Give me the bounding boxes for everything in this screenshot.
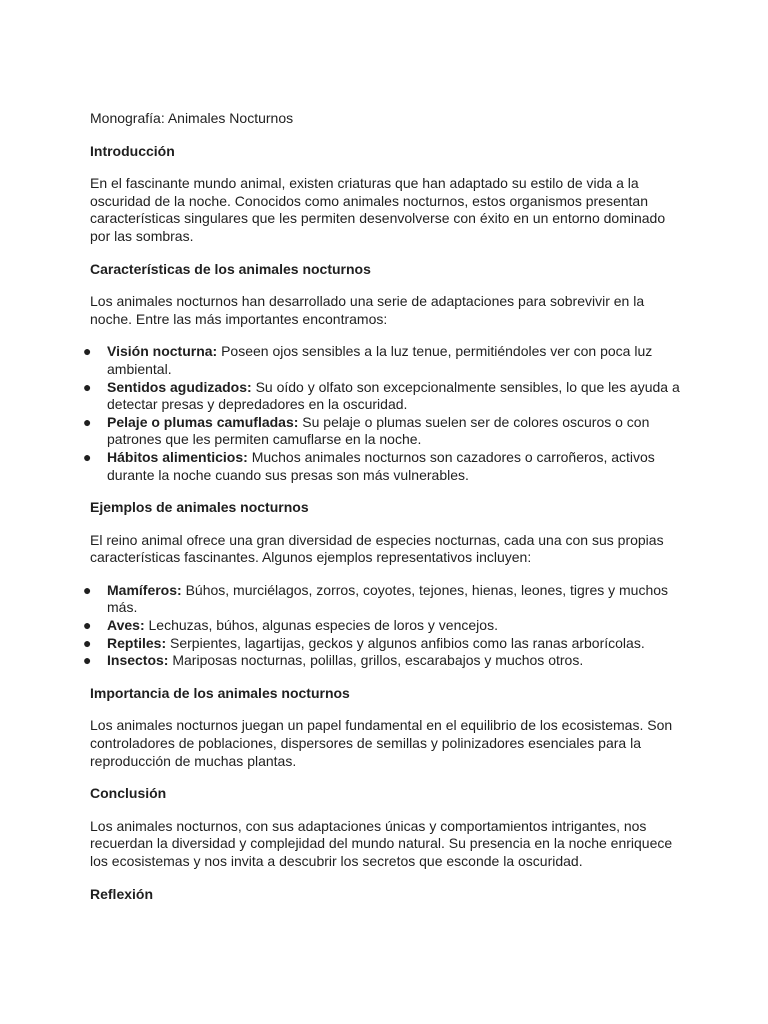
paragraph-caracteristicas: Los animales nocturnos han desarrollado una serie de adaptaciones para sobrevivir en la noche. Entre las más importantes encontramos: xyxy=(90,293,645,327)
bullet-icon: ● xyxy=(83,448,92,465)
list-item-term: Reptiles: xyxy=(107,634,167,651)
list-item xyxy=(83,448,680,484)
list-item-text: Lechuzas, búhos, algunas especies de loros y vencejos. xyxy=(144,617,498,634)
paragraph-introduccion: En el fascinante mundo animal, existen criaturas que han adaptado su estilo de vida a la oscuridad de la noche. Conocidos como animales nocturnos, estos organismos presentan características singulares que les permiten desenvolverse con éxito en un entorno dominado por las sombras. xyxy=(90,175,666,244)
heading-introduccion: Introducción xyxy=(90,142,175,159)
paragraph-importancia: Los animales nocturnos juegan un papel fundamental en el equilibrio de los ecosistemas. Son controladores de poblaciones, dispersores de semillas y polinizadores esenciales para la reproducción de muchas plantas. xyxy=(90,717,673,769)
list-item-term: Visión nocturna: xyxy=(107,343,218,360)
list-item-text: Muchos animales nocturnos son cazadores o carroñeros, activos durante la noche cuando sus presas son más vulnerables. xyxy=(107,448,655,483)
bullet-icon: ● xyxy=(83,581,92,598)
list-item-text: Búhos, murciélagos, zorros, coyotes, tejones, hienas, leones, tigres y muchos más. xyxy=(107,581,669,616)
list-item-text: Mariposas nocturnas, polillas, grillos, escarabajos y muchos otros. xyxy=(168,652,584,669)
document-title: Monografía: Animales Nocturnos xyxy=(90,110,294,126)
list-item xyxy=(83,634,680,653)
heading-reflexion: Reflexión xyxy=(90,885,154,902)
list-item-term: Sentidos agudizados: xyxy=(107,378,252,395)
list-ejemplos xyxy=(83,581,680,670)
bullet-icon: ● xyxy=(83,343,92,360)
heading-caracteristicas: Características de los animales nocturnos xyxy=(90,260,371,277)
document-page xyxy=(83,110,680,918)
bullet-icon: ● xyxy=(83,634,92,651)
heading-importancia: Importancia de los animales nocturnos xyxy=(90,684,350,701)
list-item-text: Su oído y olfato son excepcionalmente sensibles, lo que les ayuda a detectar presas y depredadores en la oscuridad. xyxy=(107,378,680,413)
heading-conclusion: Conclusión xyxy=(90,785,167,802)
list-item xyxy=(83,617,680,635)
list-item-text: Poseen ojos sensibles a la luz tenue, permitiéndoles ver con poca luz ambiental. xyxy=(107,343,653,377)
list-item-term: Mamíferos: xyxy=(107,581,182,598)
bullet-icon: ● xyxy=(83,378,92,395)
list-caracteristicas xyxy=(83,343,680,484)
list-item-text: Serpientes, lagartijas, geckos y algunos anfibios como las ranas arborícolas. xyxy=(166,634,645,651)
paragraph-conclusion: Los animales nocturnos, con sus adaptaciones únicas y comportamientos intrigantes, nos recuerdan la diversidad y complejidad del mundo natural. Su presencia en la noche enriquece los ecosistemas y nos invita a descubrir los secretos que esconde la oscuridad. xyxy=(90,817,673,869)
bullet-icon: ● xyxy=(83,413,92,430)
list-item xyxy=(83,413,680,449)
bullet-icon: ● xyxy=(83,652,92,669)
list-item-term: Pelaje o plumas camufladas: xyxy=(107,413,299,430)
list-item-term: Insectos: xyxy=(107,652,169,669)
list-item xyxy=(83,343,680,378)
paragraph-ejemplos: El reino animal ofrece una gran diversidad de especies nocturnas, cada una con sus propias características fascinantes. Algunos ejemplos representativos incluyen: xyxy=(90,531,664,566)
bullet-icon: ● xyxy=(83,617,92,634)
list-item xyxy=(83,652,680,670)
list-item xyxy=(83,581,680,617)
list-item-term: Aves: xyxy=(107,617,145,634)
list-item xyxy=(83,378,680,414)
list-item-term: Hábitos alimenticios: xyxy=(107,448,248,465)
heading-ejemplos: Ejemplos de animales nocturnos xyxy=(90,499,309,516)
list-item-text: Su pelaje o plumas suelen ser de colores oscuros o con patrones que les permiten camuflarse en la noche. xyxy=(107,413,650,448)
